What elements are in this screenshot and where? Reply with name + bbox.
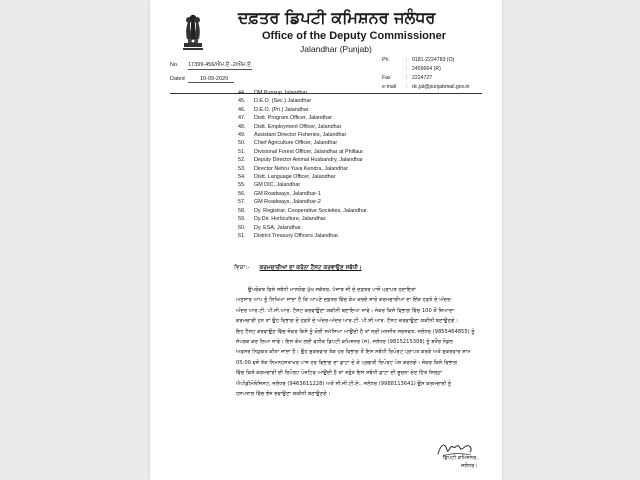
list-item bbox=[238, 165, 368, 173]
office-title-english: Office of the Deputy Commissioner bbox=[262, 30, 446, 42]
list-item bbox=[238, 173, 368, 181]
list-item-name: Assistant Director Fisheries, Jalandhar bbox=[254, 132, 347, 139]
body-line: ਅੰਦਰ ਆਰ.ਟੀ. ਪੀ.ਸੀ.ਆਰ. ਟੈਸਟ ਕਰਵਾਉਣਾ ਯਕੀਨੀ ਬਣਾਇਆ ਜਾਵੇ। ਜੇਕਰ ਕਿਸੇ ਵਿਭਾਗ ਵਿੱਚ 100 ਤੋਂ ਜ਼ਿਆਦਾ bbox=[236, 307, 454, 314]
subject-line bbox=[234, 264, 362, 272]
list-item-number: 57. bbox=[238, 199, 246, 206]
list-item bbox=[238, 114, 368, 122]
list-item-name: Dy.Dir. Horticulture, Jalandhar. bbox=[254, 216, 327, 223]
list-item-number: 59. bbox=[238, 216, 246, 223]
subject-text: ਕਰਮਚਾਰੀਆਂ ਦਾ ਕਰੋਨਾ ਟੈਸਟ ਕਰਵਾਉਣ ਸਬੰਧੀ। bbox=[259, 265, 362, 271]
contact-row: Ph. : 0181-2224783 (O) bbox=[382, 57, 455, 63]
list-item bbox=[238, 156, 368, 164]
list-item bbox=[238, 123, 368, 131]
subject-label: ਵਿਸ਼ਾ:- bbox=[234, 264, 250, 271]
list-item-name: D.E.O. (Pri.) Jalandhar bbox=[254, 106, 309, 113]
list-item-name: D.E.O. (Sec.) Jalandhar bbox=[254, 98, 312, 105]
reference-date bbox=[170, 76, 234, 83]
reference-date-value: 10-09-2020 bbox=[188, 76, 234, 83]
list-item-number: 46. bbox=[238, 106, 246, 113]
list-item-name: DM Punsup Jalandhar bbox=[254, 90, 308, 96]
list-item-number: 60. bbox=[238, 224, 246, 231]
letter-page bbox=[150, 0, 502, 480]
signatory-location: ਜਲੰਧਰ। bbox=[461, 463, 478, 469]
contact-row: Fax : 2224727 bbox=[382, 75, 433, 81]
contact-label: Ph. bbox=[382, 57, 390, 63]
body-line: ਹਸਪਤਾਲ ਵਿੱਚ ਭੇਜ ਦਵਾਉਣਾ ਯਕੀਨੀ ਬਣਾਉਣਗੇ। bbox=[236, 391, 331, 398]
body-line: ਕਰਮਚਾਰੀ ਹਨ ਤਾਂ ਉਹ ਵਿਭਾਗ ਦੋ ਹਫ਼ਤੇ ਦੇ ਅੰਦਰ-ਅੰਦਰ ਆਰ.ਟੀ. ਪੀ.ਸੀ.ਆਰ. ਟੈਸਟ ਕਰਵਾਉਣਾ ਯਕੀਨੀ ਬਣਾਉਣਗੇ। bbox=[236, 318, 459, 325]
list-item bbox=[238, 190, 368, 198]
list-item bbox=[238, 97, 368, 105]
list-item bbox=[238, 89, 368, 97]
list-item bbox=[238, 215, 368, 223]
list-item-name: GM Roadways, Jalandhar-1 bbox=[254, 190, 321, 197]
body-line: ਐਪੀਡੀਮੋਲੋਜਿਸਟ, ਜਲੰਧਰ (9463611228) ਅਤੇ ਸੀ.ਜੀ.ਟੀ.ਏ., ਜਲੰਧਰ (9988113641) ਉਸ ਕਰਮਚਾਰੀ ਨੂੰ bbox=[236, 380, 452, 387]
list-item bbox=[238, 198, 368, 206]
list-item-name: Dy. ESA, Jalandhar. bbox=[254, 224, 302, 231]
contact-block bbox=[382, 56, 469, 92]
list-item-number: 48. bbox=[238, 123, 246, 130]
reference-number-value: 17399-456/ਐਮ.ਏ.-2/ਐਮ.ਏ. bbox=[188, 62, 253, 68]
list-item-name: Chief Agriculture Officer, Jalandhar bbox=[254, 140, 338, 147]
reference-number bbox=[170, 62, 252, 70]
reference-number-label: No. bbox=[170, 62, 179, 68]
list-item bbox=[238, 207, 368, 215]
list-item bbox=[238, 181, 368, 189]
recipient-list bbox=[238, 89, 368, 240]
contact-value: 0181-2224783 (O) bbox=[412, 57, 455, 63]
list-item-name: Distt. Language Officer, Jalandhar bbox=[254, 174, 336, 181]
reference-date-label: Dated bbox=[170, 76, 185, 82]
list-item-number: 50. bbox=[238, 140, 246, 147]
list-item-name: Distt. Employment Officer, Jalandhar bbox=[254, 123, 342, 130]
list-item bbox=[238, 131, 368, 139]
list-item bbox=[238, 139, 368, 147]
list-item-name: Director Nehru Yuva Kendra, Jalandhar bbox=[254, 165, 348, 172]
contact-value: 2224727 bbox=[412, 75, 433, 81]
contact-label: e-mail bbox=[382, 84, 397, 90]
contact-label bbox=[382, 65, 406, 74]
list-item-number: 47. bbox=[238, 115, 246, 122]
state-emblem-icon bbox=[180, 12, 206, 52]
list-item-name: GM DIC, Jalandhar bbox=[254, 182, 301, 189]
list-item-number: 45. bbox=[238, 98, 246, 105]
contact-label: Fax bbox=[382, 75, 391, 81]
list-item-name: Distt. Program Officer, Jalandhar bbox=[254, 115, 333, 122]
list-item-number: 55. bbox=[238, 182, 246, 189]
signatory-block bbox=[418, 454, 478, 470]
office-title-punjabi: ਦਫ਼ਤਰ ਡਿਪਟੀ ਕਮਿਸ਼ਨਰ ਜਲੰਧਰ bbox=[238, 8, 436, 27]
list-item-number: 58. bbox=[238, 207, 246, 214]
list-item-name: GM Roadways, Jalandhar-2 bbox=[254, 199, 321, 206]
body-line: ਇਹ ਟੈਸਟ ਕਰਵਾਉਣ ਵਿੱਚ ਜੇਕਰ ਕਿਸੇ ਨੂੰ ਕੋਈ ਸਮੱਸਿਆ ਆਉਂਦੀ ਹੈ ਤਾਂ ਸ੍ਰੀ ਮਨਜੀਤ ਸਰਸਵਤ, ਜਲੰਧਰ (9855464855) ਨੂੰ bbox=[236, 328, 475, 335]
list-item-number: 54. bbox=[238, 174, 246, 181]
contact-row: e-mail : dc.jal@punjabmail.gov.in bbox=[382, 84, 470, 90]
body-line: ਅਨੁਸਾਰ ਆਪ ਨੂੰ ਲਿਖਿਆ ਜਾਂਦਾ ਹੈ ਕਿ ਆਪਣੇ ਦਫ਼ਤਰ ਵਿੱਚ ਕੰਮ ਕਰਦੇ ਸਾਰੇ ਕਰਮਚਾਰੀਆਂ ਦਾ ਇੱਕ ਹਫ਼ਤੇ ਦੇ ਅੰਦਰ- bbox=[236, 297, 453, 304]
list-item-name: Dy. Registrar, Cooperative Societies, Jalandhar. bbox=[254, 207, 369, 214]
list-item bbox=[238, 106, 368, 114]
body-line: ਸੰਪਰਕ ਕਰ ਲਿਆ ਜਾਵੇ। ਇਸ ਕੰਮ ਲਈ ਵਧੀਕ ਡਿਪਟੀ ਕਮਿਸ਼ਨਰ (ਜ), ਜਲੰਧਰ (9815215308) ਨੂੰ ਬਤੌਰ ਨੋਡਲ bbox=[236, 339, 453, 346]
list-item-number: 44. bbox=[238, 90, 246, 96]
list-item-name: Deputy Director Animal Husbandry, Jalandhar bbox=[254, 157, 363, 164]
signatory-title: ਡਿਪਟੀ ਕਮਿਸ਼ਨਰ, bbox=[442, 455, 478, 461]
list-item bbox=[238, 232, 368, 240]
list-item-name: District Treasury Officers Jalandhar. bbox=[254, 232, 340, 239]
list-item-name: Divisional Forest Officer, Jalandhar at Phillaur. bbox=[254, 148, 365, 155]
list-item-number: 51. bbox=[238, 148, 246, 155]
list-item-number: 53. bbox=[238, 165, 246, 172]
list-item bbox=[238, 148, 368, 156]
body-line: ਉਪਰੋਕਤ ਵਿਸ਼ੇ ਸਬੰਧੀ ਮਾਨਯੋਗ ਮੁੱਖ ਸਕੱਤਰ, ਪੰਜਾਬ ਜੀ ਦੇ ਦਫ਼ਤਰ ਪਾਸੋਂ ਪ੍ਰਾਪਤ ਹਦਾਇਤਾਂ bbox=[248, 287, 416, 293]
body-line: 05:00 ਵਜੇ ਤੱਕ ਨਿਮਨਹਸਤਾਖਰ ਪਾਸ ਹਰ ਵਿਭਾਗ ਦਾ ਡਾਟਾ ਦੇ ਕੇ ਪ੍ਰਗਤੀ ਰਿਪੋਰਟ ਪੇਸ਼ ਕਰਨਗੇ। ਜੇਕਰ ਕਿਸੇ ਵਿਭਾਗ bbox=[236, 359, 458, 366]
body-line: ਵਿੱਚ ਕਿਸੇ ਕਰਮਚਾਰੀ ਦੀ ਰਿਪੋਰਟ ਪੋਜ਼ਟਿਵ ਆਉਂਦੀ ਹੈ ਤਾਂ ਤਰੁੰਤ ਇਸ ਸਬੰਧੀ ਡਾਟਾ ਦੀ ਸੂਚਨਾ ਦੇਣ ਹਿੱਤ ਜਿਲ੍ਹਾ bbox=[236, 370, 443, 377]
list-item-number: 49. bbox=[238, 132, 246, 139]
list-item-number: 61. bbox=[238, 232, 246, 239]
body-line: ਅਫ਼ਸਰ ਨਿਯੁਕਤ ਕੀਤਾ ਜਾਂਦਾ ਹੈ। ਉਹ ਸ਼ੁਕਰਵਾਰ ਤੱਕ ਹਰ ਵਿਭਾਗ ਤੋਂ ਇਸ ਸਬੰਧੀ ਰਿਪੋਰਟ ਪ੍ਰਾਪਤ ਕਰਕੇ ਅਤੇ ਸ਼ੁਕਰਵਾਰ ਸ਼ਾਮ bbox=[236, 349, 471, 356]
list-item bbox=[238, 224, 368, 232]
office-location: Jalandhar (Punjab) bbox=[300, 44, 372, 54]
contact-email[interactable]: dc.jal@punjabmail.gov.in bbox=[412, 84, 470, 90]
list-item-number: 56. bbox=[238, 190, 246, 197]
contact-row: : 2459664 (R) bbox=[382, 65, 469, 74]
contact-value: 2459664 (R) bbox=[412, 66, 441, 72]
list-item-number: 52. bbox=[238, 157, 246, 164]
letter-body bbox=[236, 285, 484, 399]
